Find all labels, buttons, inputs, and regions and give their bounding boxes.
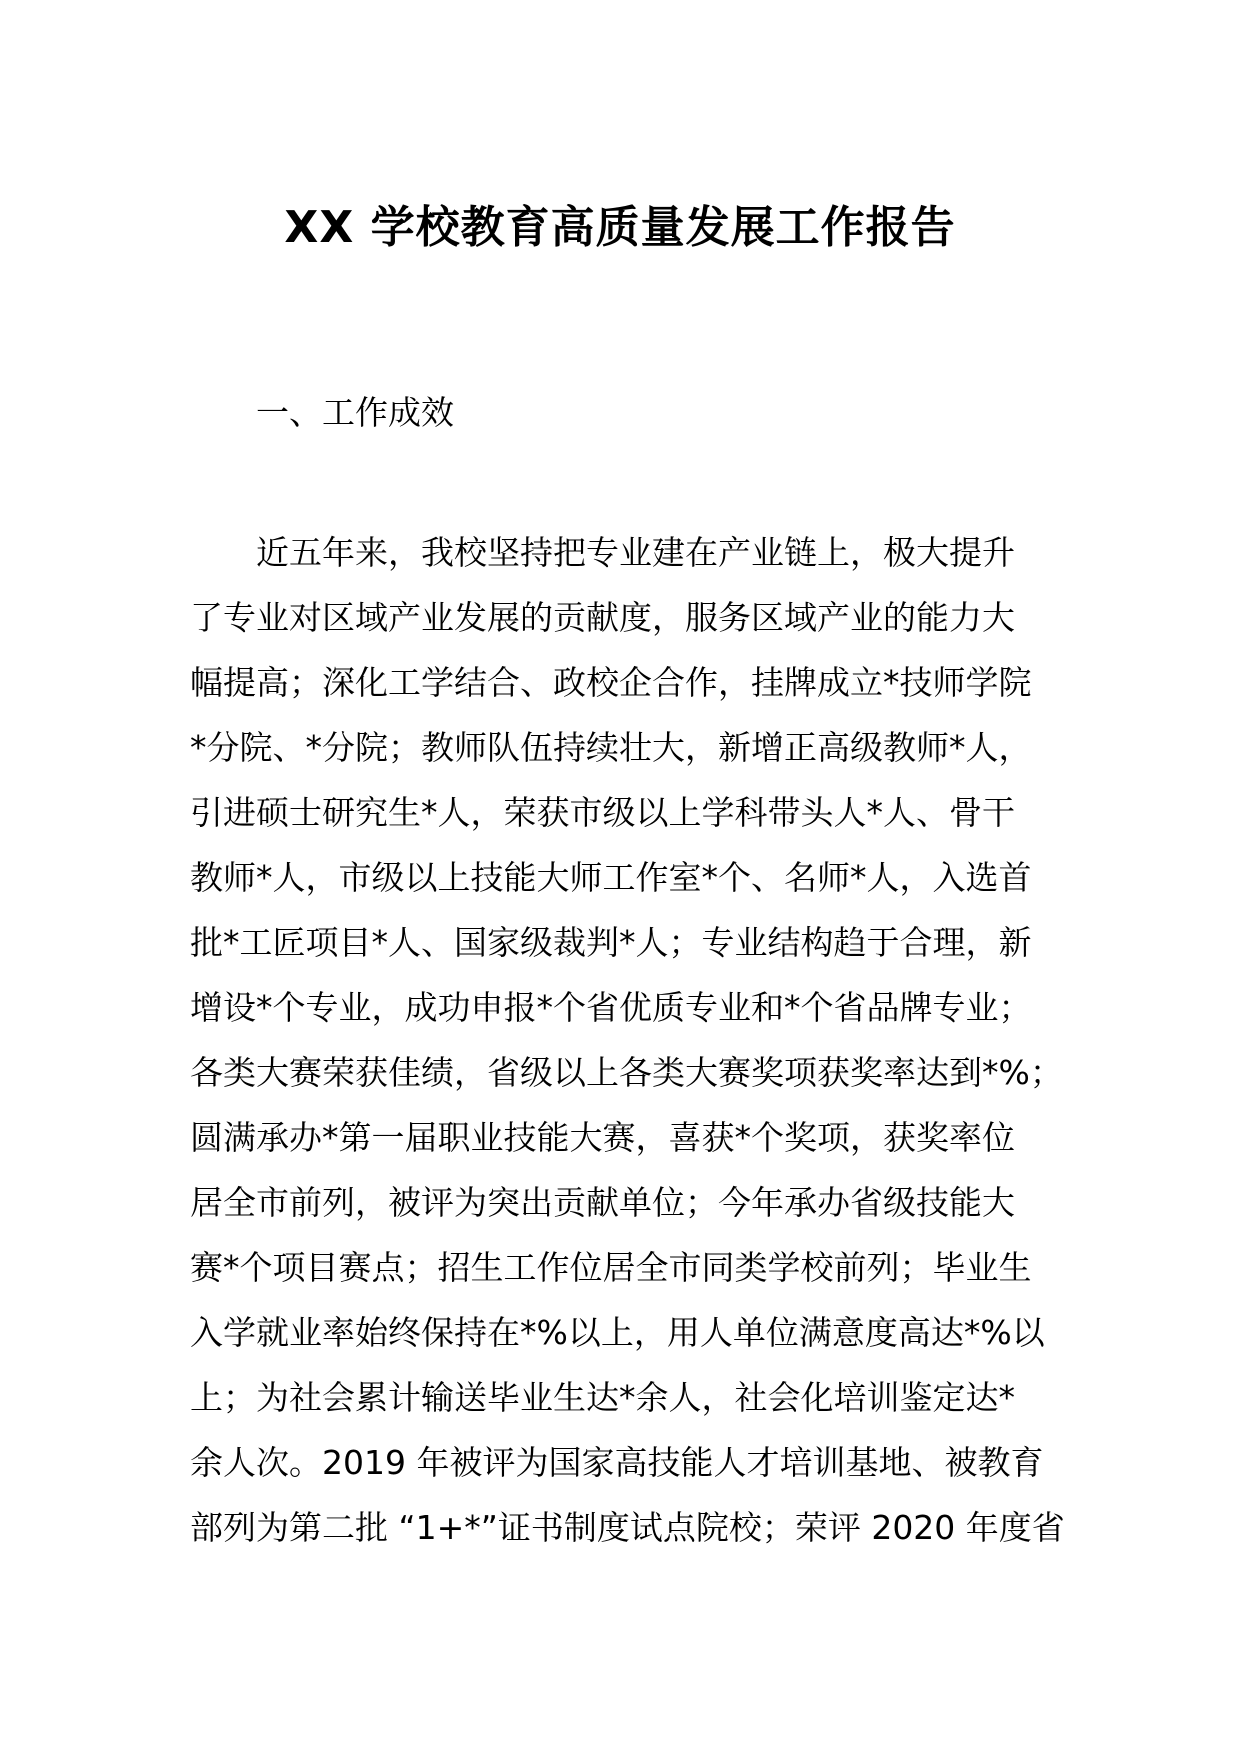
paragraph-line: 上；为社会累计输送毕业生达*余人，社会化培训鉴定达* [190,1378,1015,1417]
body-paragraph [190,520,1070,1560]
paragraph-line: 了专业对区域产业发展的贡献度，服务区域产业的能力大 [190,598,1015,637]
paragraph-line: 增设*个专业，成功申报*个省优质专业和*个省品牌专业； [190,988,1032,1027]
paragraph-line: 部列为第二批 “1+*”证书制度试点院校；荣评 2020 年度省 [190,1508,1065,1547]
paragraph-line: 各类大赛荣获佳绩，省级以上各类大赛奖项获奖率达到*%； [190,1053,1063,1092]
paragraph-line: 引进硕士研究生*人，荣获市级以上学科带头人*人、骨干 [190,793,1015,832]
paragraph-line: 幅提高；深化工学结合、政校企合作，挂牌成立*技师学院 [190,663,1032,702]
paragraph-line: 圆满承办*第一届职业技能大赛，喜获*个奖项，获奖率位 [190,1118,1015,1157]
paragraph-line: *分院、*分院；教师队伍持续壮大，新增正高级教师*人， [190,728,1032,767]
paragraph-line: 赛*个项目赛点；招生工作位居全市同类学校前列；毕业生 [190,1248,1032,1287]
paragraph-line: 批*工匠项目*人、国家级裁判*人；专业结构趋于合理，新 [190,923,1032,962]
paragraph-line: 近五年来，我校坚持把专业建在产业链上，极大提升 [256,533,1015,572]
paragraph-line: 教师*人，市级以上技能大师工作室*个、名师*人，入选首 [190,858,1032,897]
document-title: XX 学校教育高质量发展工作报告 [284,202,956,253]
section-heading: 一、工作成效 [256,393,454,432]
paragraph-line: 入学就业率始终保持在*%以上，用人单位满意度高达*%以 [190,1313,1045,1352]
paragraph-line: 居全市前列，被评为突出贡献单位；今年承办省级技能大 [190,1183,1015,1222]
paragraph-line: 余人次。2019 年被评为国家高技能人才培训基地、被教育 [190,1443,1044,1482]
